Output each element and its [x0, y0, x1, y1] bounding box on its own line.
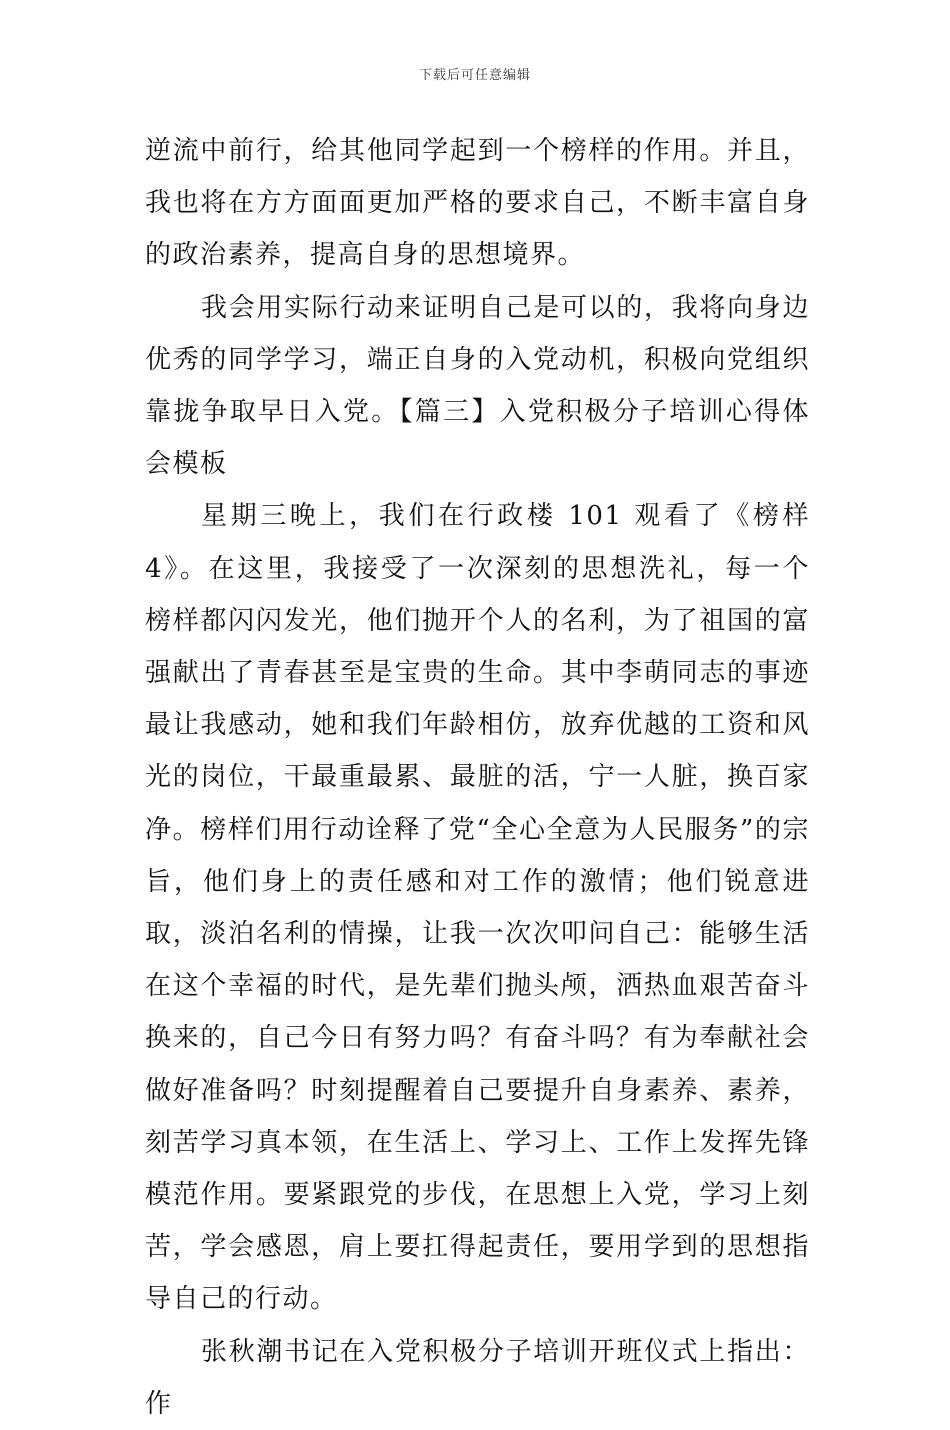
- document-body: [145, 125, 810, 1430]
- paragraph-2: 我会用实际行动来证明自己是可以的，我将向身边优秀的同学学习，端正自身的入党动机，积极向党组织靠拢争取早日入党。【篇三】入党积极分子培训心得体会模板: [145, 292, 810, 480]
- paragraph-4: 张秋潮书记在入党积极分子培训开班仪式上指出：作: [145, 1336, 810, 1419]
- paragraph-3: 星期三晚上，我们在行政楼 101 观看了《榜样 4》。在这里，我接受了一次深刻的思想洗礼，每一个榜样都闪闪发光，他们抛开个人的名利，为了祖国的富强献出了青春甚至是宝贵的生命。其中李萌同志的事迹最让我感动，她和我们年龄相仿，放弃优越的工资和风光的岗位，干最重最累、最脏的活，宁一人脏，换百家净。榜样们用行动诠释了党“全心全意为人民服务”的宗旨，他们身上的责任感和对工作的激情；他们锐意进取，淡泊名利的情操，让我一次次叩问自己：能够生活在这个幸福的时代，是先辈们抛头颅，洒热血艰苦奋斗换来的，自己今日有努力吗？有奋斗吗？有为奉献社会做好准备吗？时刻提醒着自己要提升自身素养、素养，刻苦学习真本领，在生活上、学习上、工作上发挥先锋模范作用。要紧跟党的步伐，在思想上入党，学习上刻苦，学会感恩，肩上要扛得起责任，要用学到的思想指导自己的行动。: [145, 501, 810, 1315]
- paragraph-1: 逆流中前行，给其他同学起到一个榜样的作用。并且，我也将在方方面面更加严格的要求自己，不断丰富自身的政治素养，提高自身的思想境界。: [145, 136, 810, 271]
- page-header: 下载后可任意编辑: [418, 68, 531, 83]
